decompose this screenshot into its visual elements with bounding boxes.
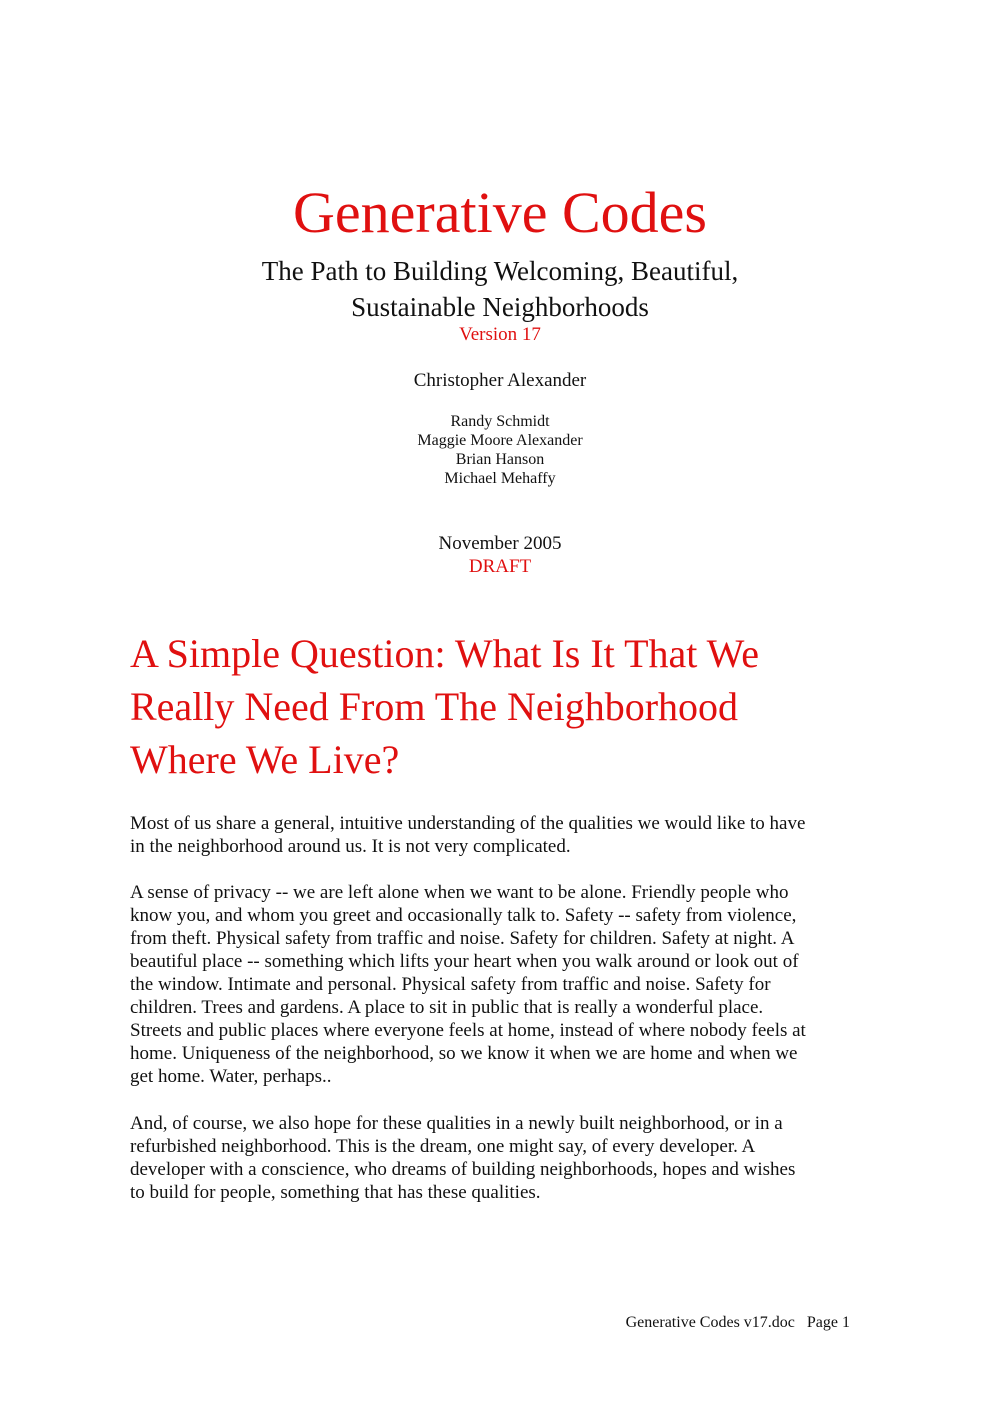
- document-date: November 2005: [438, 533, 562, 554]
- subtitle-line-1: The Path to Building Welcoming, Beautiful,: [261, 256, 739, 286]
- co-author: Brian Hanson: [455, 451, 545, 468]
- subtitle-line-2: Sustainable Neighborhoods: [351, 292, 649, 322]
- document-title: Generative Codes: [293, 180, 707, 245]
- co-author: Maggie Moore Alexander: [417, 432, 583, 449]
- version-label: Version 17: [459, 324, 541, 345]
- co-author: Randy Schmidt: [450, 413, 550, 430]
- page-footer: Generative Codes v17.doc Page 1: [625, 1314, 850, 1331]
- body-paragraph: And, of course, we also hope for these qualities in a newly built neighborhood, or in a refurbished neighborhood. This is the dream, one might say, of every developer. A developer with a conscience, who dreams of building neighborhoods, hopes and wishes to build for people, something that has these qualities.: [130, 1113, 796, 1203]
- section-heading: A Simple Question: What Is It That We Really Need From The Neighborhood Where We Live?: [130, 631, 759, 782]
- draft-status: DRAFT: [468, 556, 532, 577]
- main-author: Christopher Alexander: [413, 370, 587, 391]
- body-paragraph: A sense of privacy -- we are left alone when we want to be alone. Friendly people who know you, and whom you greet and occasionally talk to. Safety -- safety from violence, from theft. Physical safety from traffic and noise. Safety for children. Safety at night. A beautiful place -- something which lifts your heart when you walk around or look out of the window. Intimate and personal. Physical safety from traffic and noise. Safety for children. Trees and gardens. A place to sit in public that is really a wonderful place. Streets and public places where everyone feels at home, instead of where nobody feels at home. Uniqueness of the neighborhood, so we know it when we are home and when we get home. Water, perhaps..: [130, 882, 806, 1087]
- co-author: Michael Mehaffy: [444, 470, 556, 487]
- body-paragraph: Most of us share a general, intuitive understanding of the qualities we would like to have in the neighborhood around us. It is not very complicated.: [130, 813, 806, 857]
